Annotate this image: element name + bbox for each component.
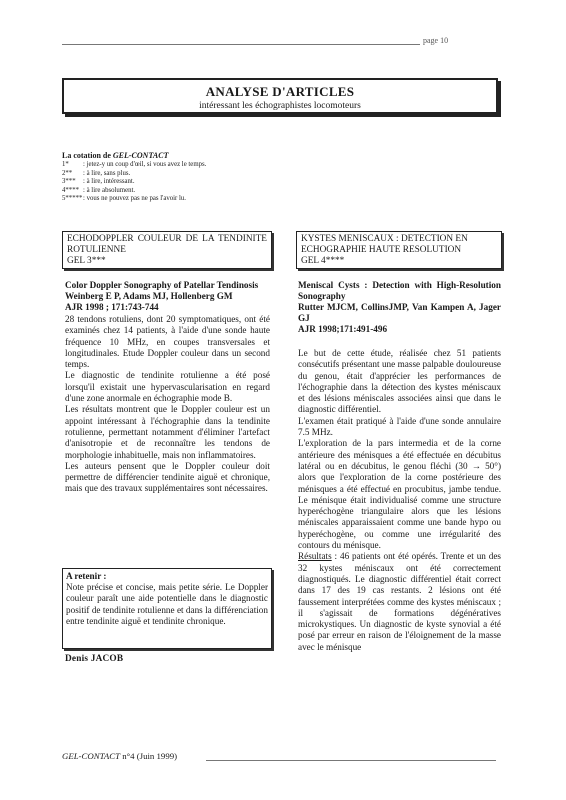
left-article-box-title: ECHODOPPLER COULEUR DE LA TENDINITE ROTULIENNE [67, 234, 267, 255]
left-article-title: Color Doppler Sonography of Patellar Tendinosis [65, 280, 259, 290]
right-article-paragraph: L'exploration de la pars intermedia et de la corne antérieure des ménisques a été effectuée en décubitus latéral ou en décubitus, le genou fléchi (30 → 50°) alors que l'exploration de la corne postérieure des ménisques a été effectué en procubitus, jambe tendue. Le ménisque était individualisé comme une structure hyperéchogène triangulaire alors que les lésions méniscales apparaissaient comme une bande hypo ou hyperéchogène, ou comme une irrégularité des contours du ménisque. [298, 438, 501, 551]
right-article-box-title: KYSTES MENISCAUX : DETECTION EN ECHOGRAPHIE HAUTE RESOLUTION [301, 234, 468, 255]
header-rule [62, 44, 420, 45]
left-article-heading-box [62, 231, 272, 269]
right-article-paragraph: Le but de cette étude, réalisée chez 51 patients consécutifs présentant une masse palpable douloureuse du genou, était d'apprécier les performances de l'échographie dans la détection des kystes méniscaux et des lésions méniscales associées ainsi que dans le diagnostic différentiel. [298, 348, 501, 415]
left-article-body [65, 280, 270, 495]
rating-row: 3*** : à lire, intéressant. [62, 178, 135, 186]
banner-subtitle: intéressant les échographistes locomoteurs [199, 101, 361, 111]
banner-title: ANALYSE D'ARTICLES [205, 84, 355, 99]
right-article-title: Meniscal Cysts : Detection with High-Resolution Sonography [298, 280, 501, 301]
left-article-paragraph: Les auteurs pensent que le Doppler couleur doit permettre de différencier tendinite aiguë et chronique, mais que des travaux supplémentaires sont nécessaires. [65, 460, 270, 494]
rating-legend [62, 152, 206, 203]
results-text: : 46 patients ont été opérés. Trente et un des 32 kystes méniscaux ont été correctement diagnostiqués. Le diagnostic différentiel était correct dans 17 des 19 cas restants. 2 lésions ont été faussement interprétées comme des kystes méniscaux ; il s'agissait de formations dégénératives microkystiques. Un diagnostic de kyste synovial a été posé par erreur en raison de l'éloignement de la masse avec le ménisque [298, 551, 501, 652]
right-article-rating: GEL 4**** [301, 256, 345, 266]
key-takeaway-title: A retenir : [66, 571, 107, 581]
footer-journal: GEL-CONTACT n°4 (Juin 1999) [62, 751, 178, 761]
rating-row: 5***** : vous ne pouvez pas ne pas l'avoir lu. [62, 195, 186, 203]
key-takeaway-text: Note précise et concise, mais petite série. Le Doppler couleur paraît une aide potentielle dans le diagnostic positif de tendinite rotulienne et dans la différenciation entre tendinite aiguë et tendinite chronique. [66, 582, 268, 626]
left-article-paragraph: 28 tendons rotuliens, dont 20 symptomatiques, ont été examinés chez 14 patients, à l'aide d'une sonde haute fréquence 10 MHz, en coupes transversales et longitudinales. Etude Doppler couleur dans un second temps. [65, 314, 270, 370]
spacer [298, 336, 501, 348]
left-article-paragraph: Les résultats montrent que le Doppler couleur est un appoint intéressant à l'échographie dans la tendinite rotulienne, permettant notamment d'éliminer l'artefact d'anisotropie et de reconnaître les tendons de morphologie inhabituelle, mais non inflammatoires. [65, 404, 270, 460]
right-article-body [298, 280, 501, 653]
right-article-heading-box [296, 231, 502, 269]
left-article-authors: Weinberg E P, Adams MJ, Hollenberg GM [65, 291, 233, 301]
right-article-results [298, 551, 501, 653]
left-article-reference: AJR 1998 ; 171:743-744 [65, 302, 159, 312]
right-article-reference: AJR 1998;171:491-496 [298, 324, 388, 334]
author-signature: Denis JACOB [65, 654, 124, 664]
footer-rule [206, 760, 496, 761]
section-banner [62, 78, 498, 114]
rating-row: 1* : jetez-y un coup d'œil, si vous avez le temps. [62, 161, 207, 169]
key-takeaway-box [62, 568, 272, 649]
results-label: Résultats [298, 551, 332, 562]
right-article-paragraph: L'examen était pratiqué à l'aide d'une sonde annulaire 7.5 MHz. [298, 415, 501, 438]
right-article-authors: Rutter MJCM, CollinsJMP, Van Kampen A, Jager GJ [298, 302, 501, 323]
rating-row: 4**** : à lire absolument. [62, 186, 136, 194]
rating-row: 2** : à lire, sans plus. [62, 169, 131, 177]
left-article-paragraph: Le diagnostic de tendinite rotulienne a été posé lorsqu'il existait une hypervascularisation en regard d'une zone anormale en échographie mode B. [65, 370, 270, 404]
rating-legend-title: La cotation de GEL-CONTACT [62, 151, 169, 160]
left-article-rating: GEL 3*** [67, 256, 106, 266]
page-number: page 10 [423, 36, 449, 45]
